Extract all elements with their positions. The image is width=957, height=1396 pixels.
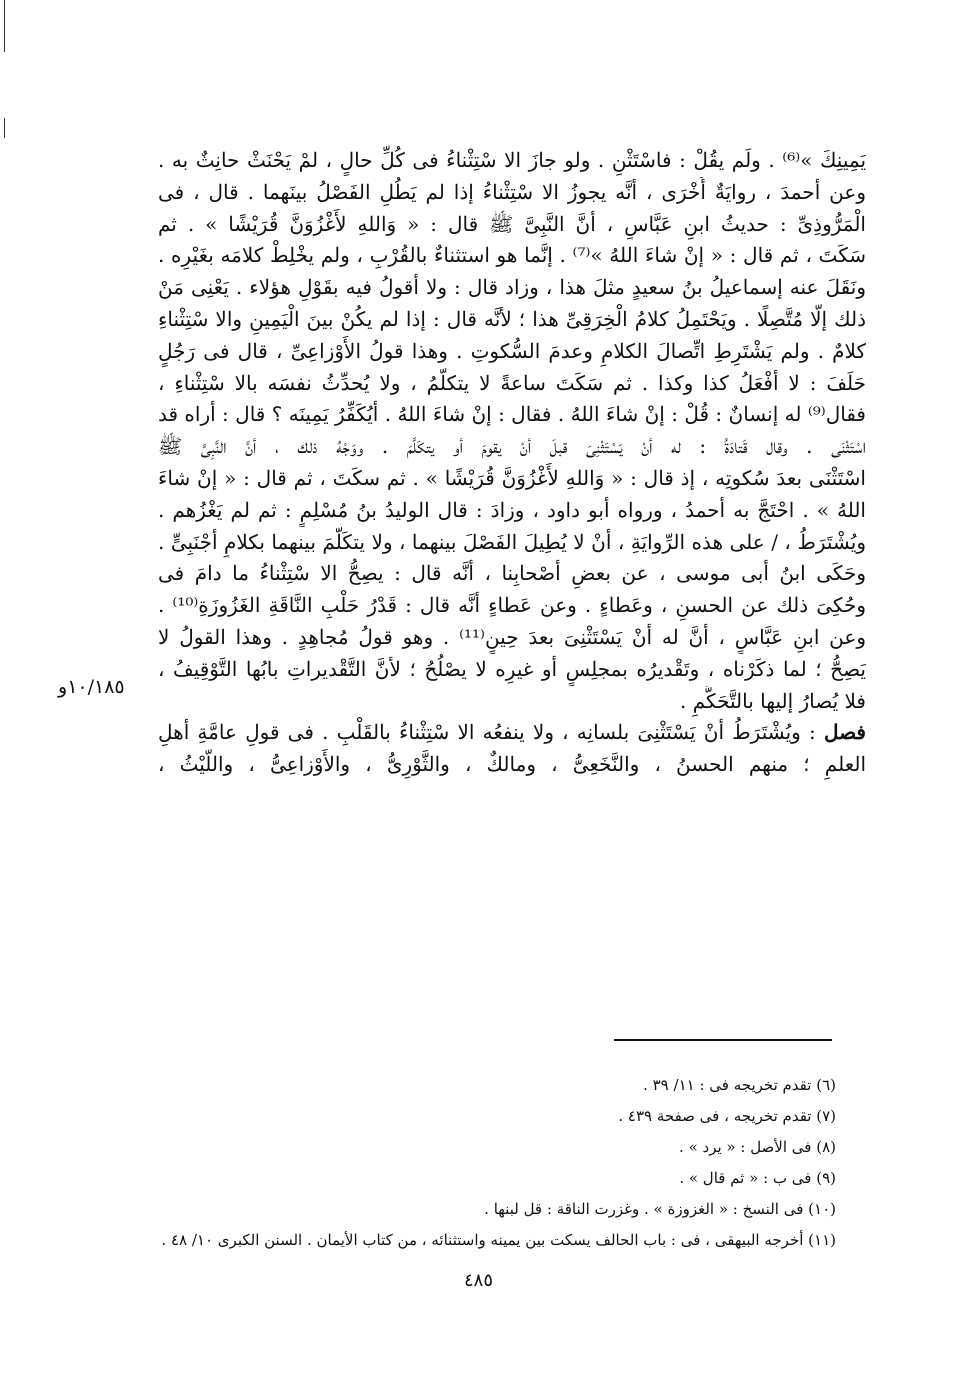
text-line: وعن أحمدَ ، روايَةٌ أُخْرَى ، أنَّه يجوزُ الا سْتِثْناءُ إذا لم يَطُلِ الفَصْلُ بينَهما . قال ، فى [158, 179, 866, 204]
text-line: اسْتَثْنَى بعدَ سُكوتِه ، إذ قال : « وَاللهِ لأَغْزُوَنَّ قُرَيْشًا » . ثم سكَتَ ، ثم قال : « إنْ شاءَ [158, 465, 866, 490]
footnote: (٨) فى الأصل : « يرد » . [679, 1138, 836, 1156]
footnote: (٦) تقدم تخريجه فى : ١١/ ٣٩ . [643, 1076, 836, 1094]
text-line: يَمِينِكَ »⁽⁶⁾ . ولَم يقُلْ : فاسْتَثْنِ . ولو جازَ الا سْتِثْناءُ فى كُلِّ حالٍ ، لمْ يَحْنَثْ حانِثٌ به . [158, 148, 866, 172]
main-text [158, 145, 866, 781]
text-line: ويُشْتَرَطُ ، / على هذه الرِّوايَةِ ، أنْ لا يُطِيلَ الفَصْلَ بينهما ، ولا يتكَلَّمَ بينهما بكلامٍ أجْنَبِىٍّ . [158, 529, 866, 554]
text-line: وعن ابنِ عَبَّاسٍ ، أنَّ له أنْ يَسْتَثْنِىَ بعدَ حِينٍ⁽¹¹⁾ . وهو قولُ مُجاهِدٍ . وهذا القولُ لا [158, 624, 866, 649]
footnote: (٧) تقدم تخريجه ، فى صفحة ٤٣٩ . [618, 1107, 836, 1125]
text-line: اللهُ » . احْتَجَّ به أحمدُ ، ورواه أبو داود ، وزادَ : قال الوليدُ بنُ مُسْلِمٍ : ثم لم يَغْزُهم . [158, 497, 866, 522]
section-text: : ويُشْتَرَطُ أنْ يَسْتَثْنِىَ بلسانِه ، ولا ينفعُه الا سْتِثْناءُ بالقَلْبِ . فى قولِ عامَّةِ أهلِ [158, 720, 816, 745]
text-line: الْمَرُّوذِىِّ : حديثُ ابنِ عَبَّاسٍ ، أنَّ النَّبِىَّ ﷺ قال : « وَاللهِ لأَغْزُوَنَّ قُرَيْشًا » . ثم [158, 211, 866, 236]
footnote-separator [614, 1039, 832, 1041]
section-text-line: العلمِ ؛ منهم الحسنُ ، والنَّخَعِىُّ ، ومالكٌ ، والثَّوْرِىُّ ، والأَوْزاعِىُّ ، واللَّيْثُ ، [158, 752, 866, 777]
section-first-line [158, 717, 866, 749]
section-heading: فصل [823, 720, 866, 745]
footnote: (١١) أخرجه البيهقى ، فى : باب الحالف يسكت بين يمينه واستثنائه ، من كتاب الأيمان . السنن الكبرى ١٠/ ٤٨ . [161, 1231, 836, 1249]
scan-edge-mark [4, 118, 5, 138]
page-number: ٤٨٥ [463, 1270, 493, 1291]
text-line: فقال⁽⁹⁾ له إنسانٌ : قُلْ : إنْ شاءَ اللهُ . فقال : إنْ شاءَ اللهُ . أيُكَفِّرُ يَمِينَه ؟ قال : أراه قد [158, 402, 866, 427]
margin-folio-note: ١٠/١٨٥و [58, 676, 125, 698]
text-line: وحَكَى ابنُ أبى موسى ، عن بعضِ أصْحابِنا ، أنَّه قال : يصِحُّ الا سْتِثْناءُ ما دامَ فى [158, 561, 866, 586]
footnote: (٩) فى ب : « ثم قال » . [679, 1169, 836, 1187]
footnote: (١٠) فى النسخ : « الغزوزة » . وغزرت الناقة : قل لبنها . [484, 1200, 836, 1218]
scan-edge-line [4, 0, 5, 52]
text-line: كلامٌ . ولم يَشْتَرِطِ اتِّصالَ الكلامِ وعدمَ السُّكوتِ . وهذا قولُ الأَوْزاعِىِّ ، قال فى رَجُلٍ [158, 338, 866, 363]
text-line: ذلك إلَّا مُتَّصِلًا . ويَحْتَمِلُ كلامُ الْخِرَقِىِّ هذا ؛ لأنَّه قال : إذا لم يكُنْ بينَ الْيَمِينِ والا سْتِثْناءِ [158, 306, 866, 331]
footnotes [140, 1070, 836, 1256]
text-line: اسْتَثْنَى . وقال قَتادَةُ : له أنْ يَسْتَثْنِىَ قبلَ أنْ يقومَ أو يتكَلَّمَ . ووَجْهُ ذلك ، أنَّ النَّبِىَّ ﷺ [158, 434, 866, 459]
text-line: فلا يُصارُ إليها بالتَّحَكُّمِ . [680, 688, 866, 713]
text-line: يَصِحُّ ؛ لما ذكَرْناه ، وتَقْديرُه بمجلِسٍ أو غيرِه لا يصْلُحُ ؛ لأنَّ التَّقْديراتِ بابُها التَّوْقِيفُ ، [158, 656, 866, 681]
text-line: سَكَتَ ، ثم قال : « إنْ شاءَ اللهُ »⁽⁷⁾ . إنَّما هو استثناءٌ بالقُرْبِ ، ولم يخْلِطْ كلامَه بغَيْرِه . [158, 243, 866, 268]
text-line: وحُكِىَ ذلك عن الحسنِ ، وعَطاءٍ . وعن عَطاءٍ أنَّه قال : قَدْرُ حَلْبِ النَّاقَةِ الغَزُوزَةِ⁽¹⁰⁾ . [158, 593, 866, 618]
text-line: حَلَفَ : لا أفْعَلُ كذا وكذا . ثم سَكَتَ ساعةً لا يتكلَّمُ ، ولا يُحدِّثُ نفسَه بالا سْتِثْناءِ ، [158, 370, 866, 395]
text-line: ونَقَلَ عنه إسماعيلُ بنُ سعيدٍ مثلَ هذا ، وزاد قال : ولا أقولُ فيه بقَوْلِ هؤلاء . يَعْنِى مَنْ [158, 275, 866, 300]
